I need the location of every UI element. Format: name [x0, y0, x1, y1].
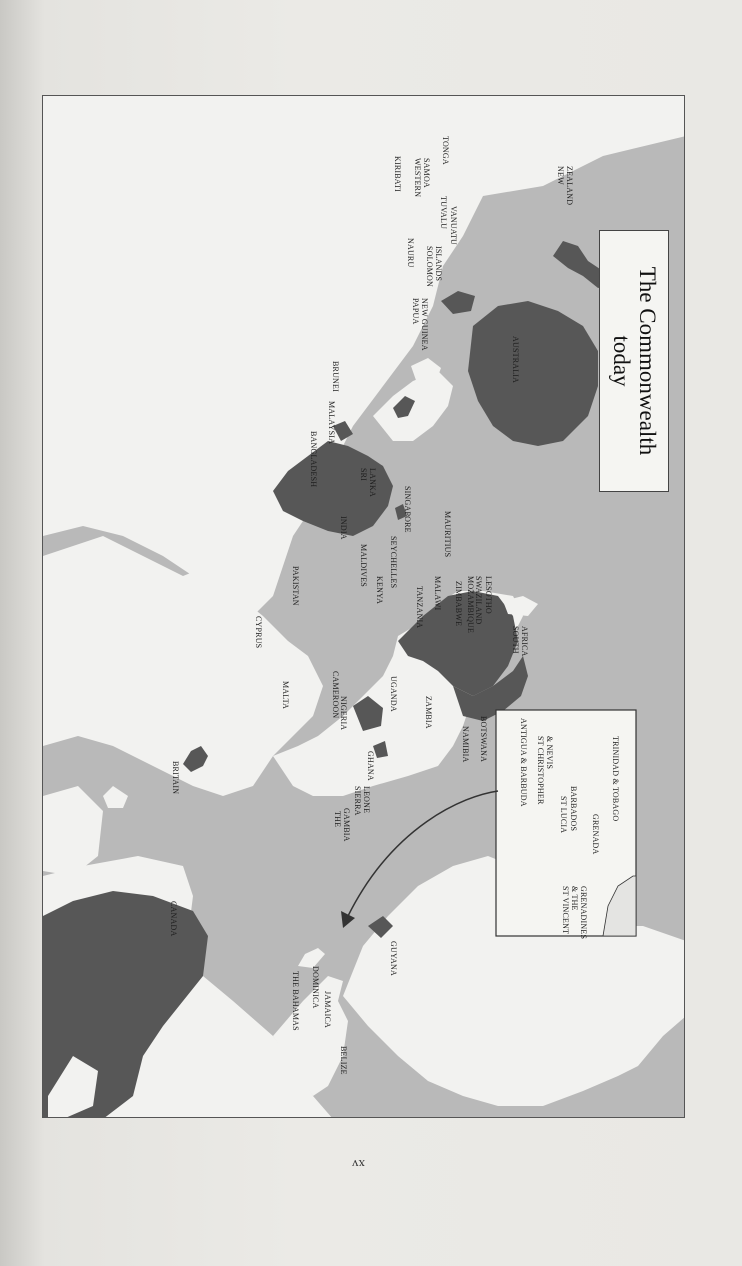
label-guyana: GUYANA: [389, 941, 398, 976]
label-solomon-line1: SOLOMON: [425, 246, 434, 287]
label-vanuatu: VANUATU: [449, 206, 458, 246]
label-nauru: NAURU: [406, 238, 415, 268]
label-grenada: GRENADA: [591, 814, 600, 855]
label-nz-line2: ZEALAND: [565, 166, 574, 206]
label-western-samoa-line2: SAMOA: [422, 158, 431, 188]
label-south-africa-line1: SOUTH: [511, 626, 520, 654]
label-mauritius: MAURITIUS: [443, 511, 452, 558]
label-solomon-line2: ISLANDS: [434, 246, 443, 282]
label-gambia-line1: THE: [333, 811, 342, 828]
label-st-kitts-line2: & NEVIS: [545, 736, 554, 770]
label-brunei: BRUNEI: [331, 361, 340, 392]
label-western-samoa-line1: WESTERN: [413, 158, 422, 198]
label-sierra-line1: SIERRA: [353, 786, 362, 816]
label-south-africa-line2: AFRICA: [520, 626, 529, 657]
label-namibia: NAMIBIA: [461, 726, 470, 763]
label-kenya: KENYA: [375, 576, 384, 605]
label-belize: BELIZE: [339, 1046, 348, 1075]
label-ghana: GHANA: [366, 751, 375, 781]
label-bahamas: THE BAHAMAS: [291, 971, 300, 1031]
label-nz-line1: NEW: [556, 166, 565, 185]
commonwealth-map: [42, 95, 685, 1118]
label-cameroon: CAMEROON: [331, 671, 340, 719]
label-malawi: MALAWI: [433, 576, 442, 611]
label-st-vincent-line2: & THE: [570, 886, 579, 911]
label-seychelles: SEYCHELLES: [389, 536, 398, 589]
label-zambia: ZAMBIA: [424, 696, 433, 729]
label-png-line1: PAPUA: [411, 298, 420, 325]
label-maldives: MALDIVES: [359, 544, 368, 587]
label-jamaica: JAMAICA: [323, 991, 332, 1028]
label-swaziland: SWAZILAND: [474, 576, 483, 625]
label-britain: BRITAIN: [171, 761, 180, 795]
map-graphic: [43, 96, 685, 1118]
page-number: xv: [352, 1157, 365, 1172]
label-bangladesh: BANGLADESH: [309, 431, 318, 488]
label-uganda: UGANDA: [389, 676, 398, 712]
label-trinidad: TRINIDAD & TOBAGO: [611, 736, 620, 822]
label-tanzania: TANZANIA: [415, 586, 424, 629]
label-tonga: TONGA: [441, 136, 450, 165]
label-australia: AUSTRALIA: [511, 336, 520, 384]
label-mozambique: MOZAMBIQUE: [466, 576, 475, 634]
label-sri-lanka-line2: LANKA: [368, 468, 377, 497]
map-title-box: [599, 230, 669, 492]
label-malta: MALTA: [281, 681, 290, 710]
label-botswana: BOTSWANA: [479, 716, 488, 763]
label-dominica: DOMINICA: [311, 966, 320, 1009]
map-title: [608, 267, 660, 455]
label-india: INDIA: [339, 516, 348, 540]
label-singapore: SINGAPORE: [403, 486, 412, 533]
map-title-line2: today: [609, 335, 634, 387]
label-st-vincent-line1: ST VINCENT: [561, 886, 570, 935]
label-barbados: BARBADOS: [569, 786, 578, 832]
label-tuvalu: TUVALU: [439, 196, 448, 230]
label-lesotho: LESOTHO: [484, 576, 493, 614]
label-gambia-line2: GAMBIA: [342, 808, 351, 842]
label-nigeria: NIGERIA: [339, 696, 348, 731]
map-title-line1: The Commonwealth: [635, 266, 660, 456]
label-st-lucia: ST LUCIA: [559, 796, 568, 834]
label-antigua: ANTIGUA & BARBUDA: [519, 718, 528, 807]
label-sierra-line2: LEONE: [362, 786, 371, 814]
label-st-kitts-line1: ST CHRISTOPHER: [536, 736, 545, 805]
label-kiribati: KIRIBATI: [393, 156, 402, 192]
label-zimbabwe: ZIMBABWE: [454, 581, 463, 627]
label-pakistan: PAKISTAN: [291, 566, 300, 606]
label-png-line2: NEW GUINEA: [420, 298, 429, 351]
label-cyprus: CYPRUS: [254, 616, 263, 649]
label-canada: CANADA: [169, 901, 178, 937]
label-sri-lanka-line1: SRI: [359, 468, 368, 482]
label-malaysia: MALAYSIA: [327, 401, 336, 445]
label-st-vincent-line3: GRENADINES: [579, 886, 588, 940]
